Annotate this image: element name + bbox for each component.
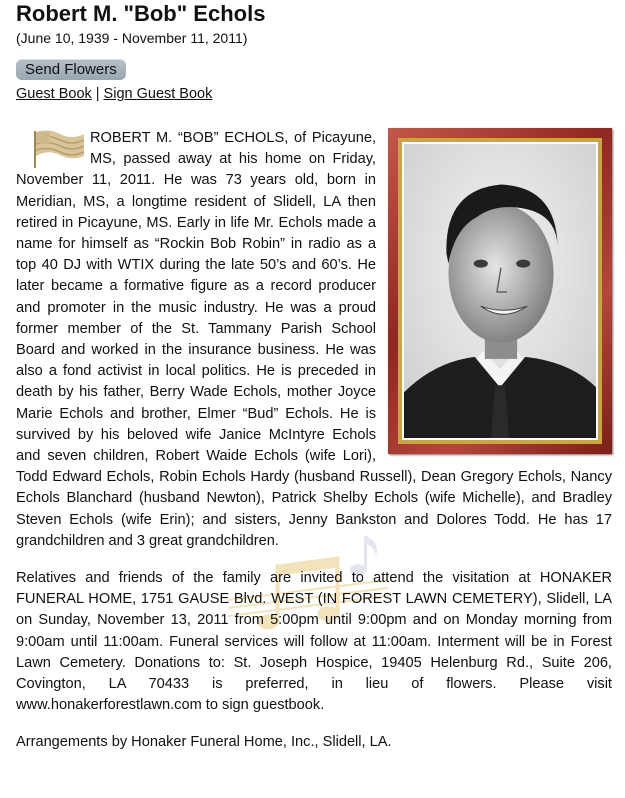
deceased-name: Robert M. "Bob" Echols <box>16 1 266 26</box>
guest-book-links <box>16 86 212 102</box>
send-flowers-button[interactable]: Send Flowers <box>16 59 126 80</box>
obituary-paragraph-3: Arrangements by Honaker Funeral Home, Inc., Slidell, LA. <box>16 734 392 751</box>
portrait-frame <box>388 128 612 454</box>
link-separator: | <box>95 86 100 102</box>
flag-icon <box>30 128 84 168</box>
obituary-paragraph-2: Relatives and friends of the family are invited to attend the visitation at HONAKER FUNERAL HOME, 1751 GAUSE Blvd. WEST (IN FOREST LAWN CEMETERY), Slidell, LA on Sunday, November 13, 2011 from 5:00pm until 9:00pm and on Monday morning from 9:00am until 11:00am. Funeral services will follow at 11:00am. Interment will be in Forest Lawn Cemetery. Donations to: St. Joseph Hospice, 19405 Helenburg Rd., Suite 206, Covington, LA 70433 is preferred, in lieu of flowers. Please visit www.honakerforestlawn.com to sign guestbook. <box>16 570 612 714</box>
portrait-photo <box>404 144 596 438</box>
life-dates: (June 10, 1939 - November 11, 2011) <box>16 30 248 46</box>
obituary-article <box>16 128 612 754</box>
obituary-paragraph-1: ROBERT M. “BOB” ECHOLS, of Picayune, MS, passed away at his home on Friday, November 11, 2011. He was 73 years old, born in Meridian, MS, a longtime resident of Slidell, LA then retired in Picayune, MS. Early in life Mr. Echols made a name for himself as “Rockin Bob Robin” in radio as a top 40 DJ with WTIX during the late 50’s and 60’s. He later became a formative figure as a record producer and promoter in the music industry. He was a proud former member of the St. Tammany Parish School Board and worked in the insurance business. He was also a fond activist in local politics. He is preceded in death by his father, Berry Wade Echols, mother Joyce Marie Echols and brother, Elmer “Bud” Echols. He is survived by his beloved wife Janice McIntyre Echols and seven children, Robert Waide Echols (wife Lori), Todd Edward Echols, Robin Echols Hardy (husband Russell), Dean Gregory Echols, Nancy Echols Blanchard (husband Newton), Patrick Shelby Echols (wife Michelle), and Bradley Steven Echols (wife Erin); and sisters, Jenny Bankston and Dolores Todd. He has 17 grandchildren and 3 great grandchildren. <box>16 130 612 549</box>
sign-guest-book-link[interactable]: Sign Guest Book <box>103 86 213 102</box>
guest-book-link[interactable]: Guest Book <box>16 86 92 102</box>
